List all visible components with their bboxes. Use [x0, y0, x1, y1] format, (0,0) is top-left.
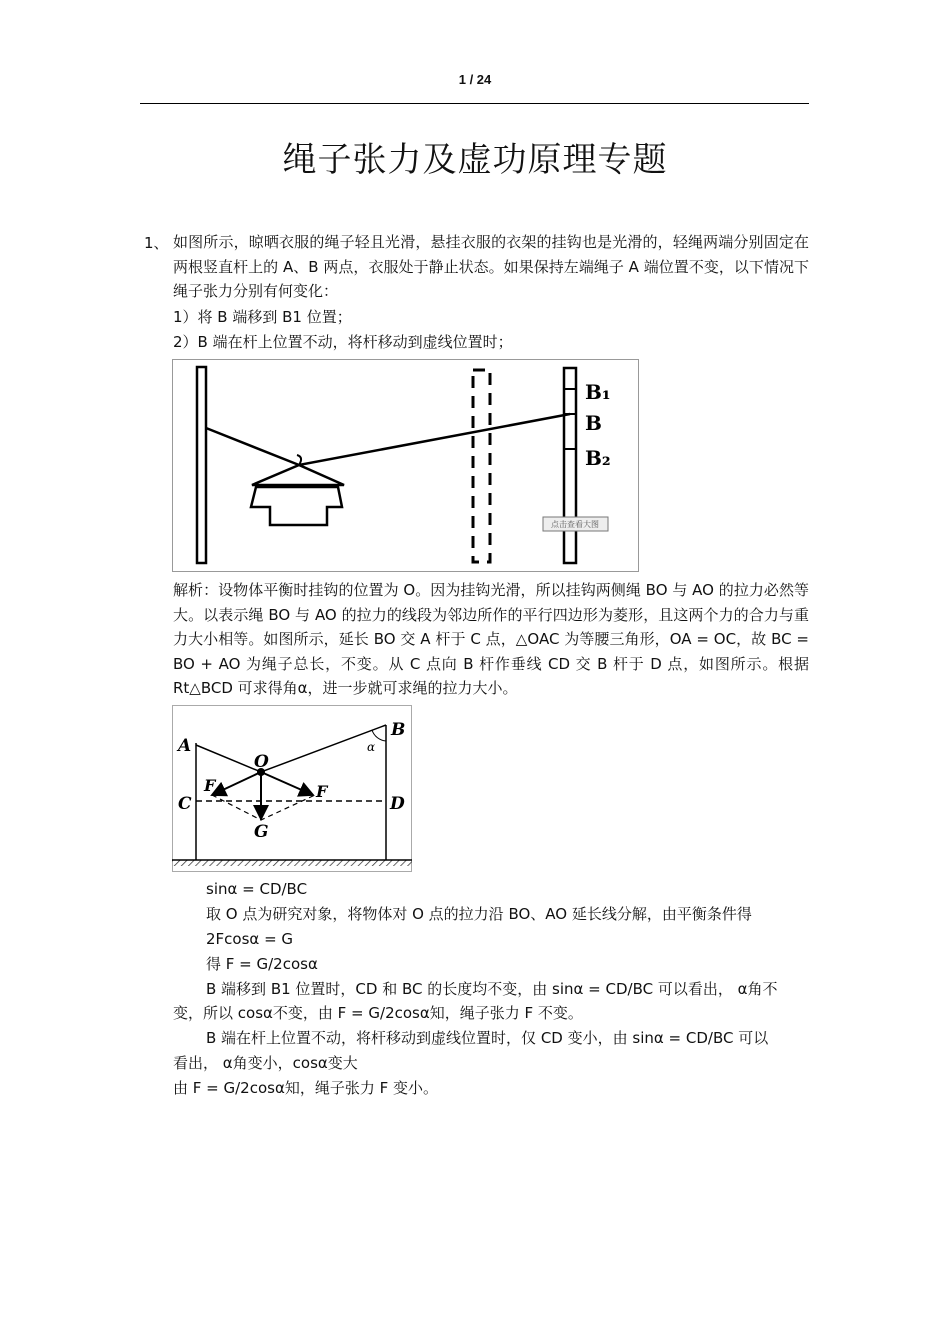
solution-line-5a: B 端移到 B1 位置时，CD 和 BC 的长度均不变，由 sinα = CD/BC 可以看出， α角不 — [206, 980, 778, 998]
label-d: D — [390, 794, 405, 814]
label-g: G — [254, 822, 269, 842]
question-case-1: 1）将 B 端移到 B1 位置； — [173, 308, 352, 326]
label-a: A — [178, 736, 192, 756]
label-o: O — [254, 752, 269, 772]
question-number: 1、 — [144, 234, 169, 252]
label-alpha: α — [367, 740, 376, 754]
solution-line-7: 由 F = G/2cosα知，绳子张力 F 变小。 — [173, 1079, 439, 1097]
solution-line-5b: 变，所以 cosα不变，由 F = G/2cosα知，绳子张力 F 不变。 — [173, 1004, 583, 1022]
solution-line-3: 2Fcosα = G — [206, 930, 294, 948]
label-c: C — [178, 794, 192, 814]
view-large-label: 点击查看大图 — [551, 520, 599, 529]
left-pole — [197, 367, 206, 563]
solution-line-2: 取 O 点为研究对象，将物体对 O 点的拉力沿 BO、AO 延长线分解，由平衡条件得 — [206, 905, 752, 923]
solution-line-6a: B 端在杆上位置不动，将杆移动到虚线位置时，仅 CD 变小，由 sinα = CD/BC 可以 — [206, 1029, 769, 1047]
question-stem: 如图所示，晾晒衣服的绳子轻且光滑，悬挂衣服的衣架的挂钩也是光滑的，轻绳两端分别固定在两根竖直杆上的 A、B 两点，衣服处于静止状态。如果保持左端绳子 A 端位置不变，以下情况下绳子张力分别有何变化： — [173, 233, 809, 300]
header-rule — [140, 103, 809, 104]
solution-line-6b: 看出， α角变小，cosα变大 — [173, 1054, 358, 1072]
label-b2: B₂ — [585, 446, 611, 470]
solution-line-1: sinα = CD/BC — [206, 880, 308, 898]
question-case-2: 2）B 端在杆上位置不动，将杆移动到虚线位置时； — [173, 333, 513, 351]
analysis-paragraph: 解析：设物体平衡时挂钩的位置为 O。因为挂钩光滑，所以挂钩两侧绳 BO 与 AO 的拉力必然等大。以表示绳 BO 与 AO 的拉力的线段为邻边所作的平行四边形为菱形，且这两个力的合力与重力大小相等。如图所示，延长 BO 交 A 杆于 C 点，△OAC 为等腰三角形，OA = OC，故 BC = BO + AO 为绳子总长，不变。从 C 点向 B 杆作垂线 CD 交 B 杆于 D 点，如图所示。根据 Rt△BCD 可求得角α，进一步就可求绳的拉力大小。 — [173, 581, 809, 697]
label-b: B — [585, 411, 602, 435]
label-f-right: F — [316, 782, 328, 801]
label-b1: B₁ — [585, 380, 611, 404]
solution-line-4: 得 F = G/2cosα — [206, 955, 318, 973]
page-indicator: 1 / 24 — [458, 72, 492, 87]
document-title: 绳子张力及虚功原理专题 — [282, 140, 668, 180]
force-diagram-figure — [172, 705, 412, 872]
label-b: B — [391, 720, 406, 740]
right-pole — [564, 368, 576, 563]
label-f-left: F — [204, 776, 216, 795]
clothesline-figure — [172, 359, 639, 572]
